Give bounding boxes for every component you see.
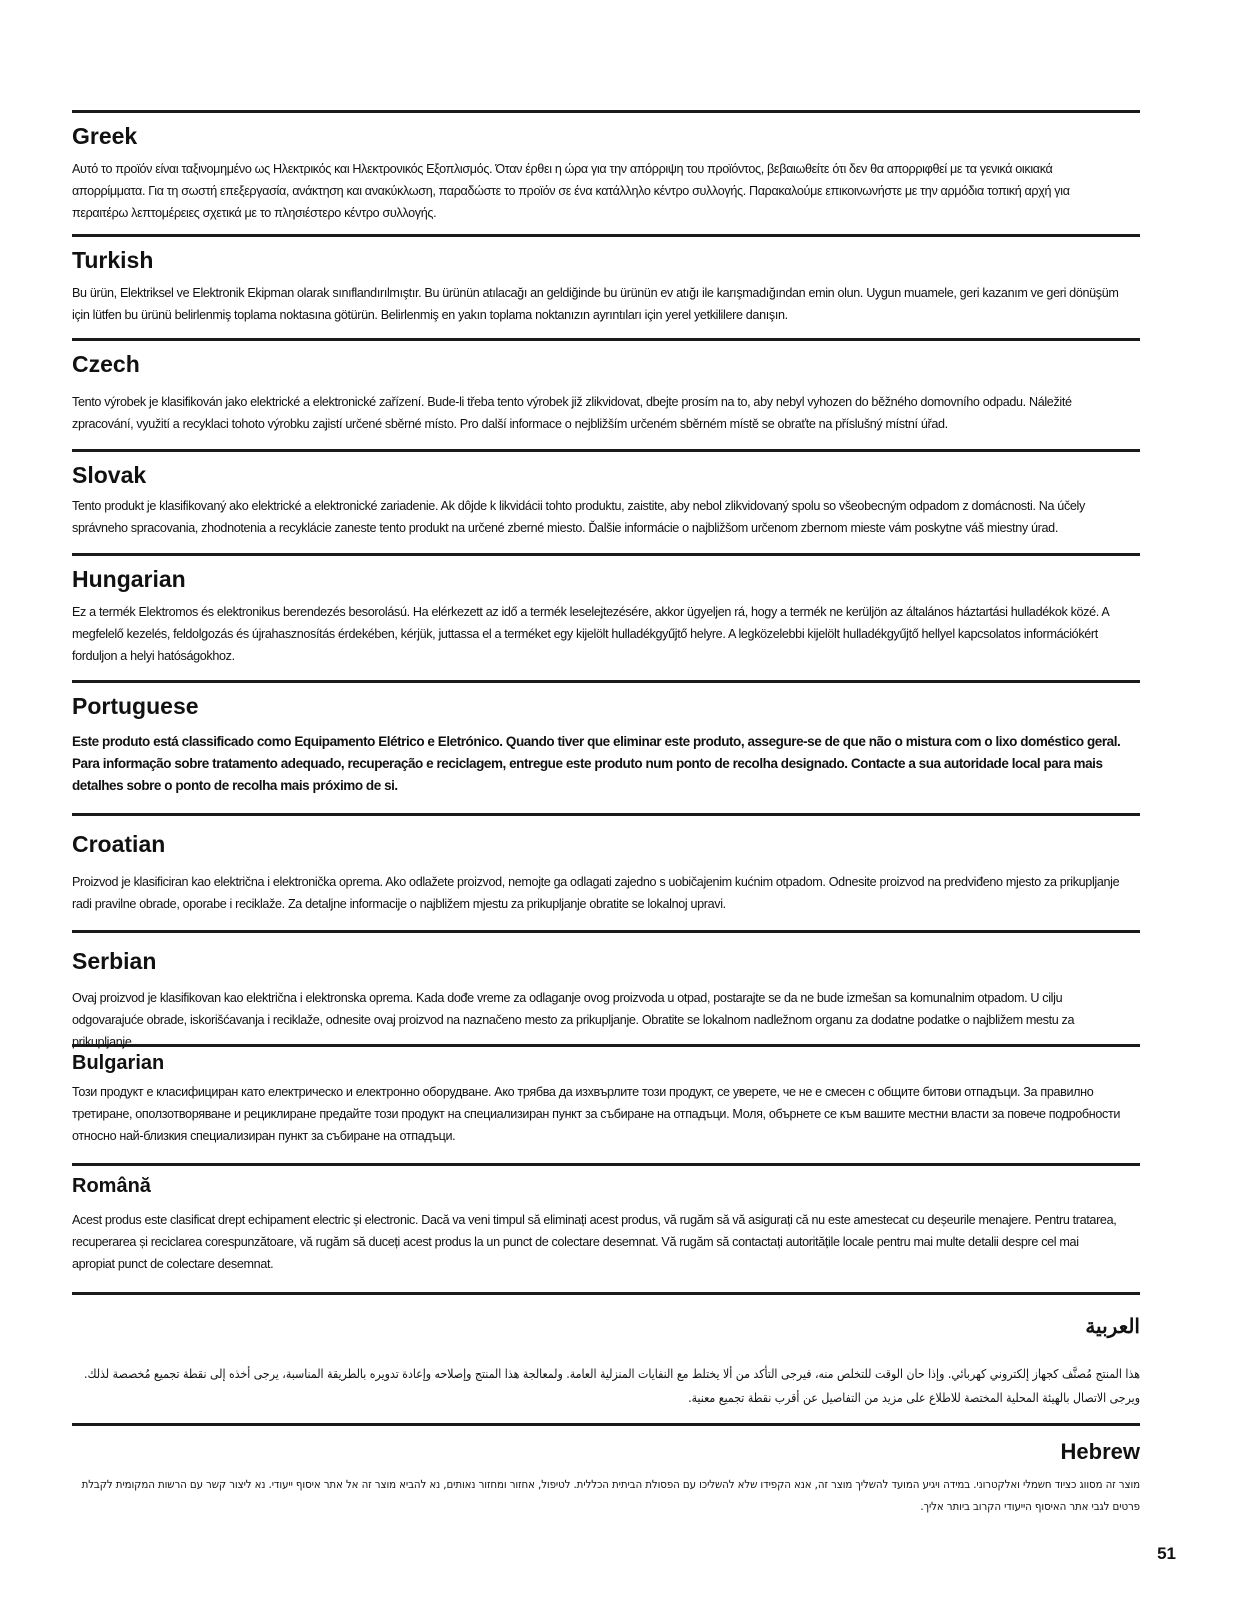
section-czech xyxy=(72,338,1140,449)
section-serbian xyxy=(72,930,1140,1049)
section-romana xyxy=(72,1163,1140,1292)
section-croatian xyxy=(72,813,1140,930)
section-text: Este produto está classificado como Equipamento Elétrico e Eletrónico. Quando tiver que eliminar este produto, assegure-se de que não o mistura com o lixo doméstico geral. Para informação sobre tratamento adequado, recuperação e reciclagem, entregue este produto num ponto de recolha designado. Contacte a sua autoridade local para mais detalhes sobre o ponto de recolha mais próximo de si. xyxy=(72,734,1121,793)
section-title: Greek xyxy=(72,123,138,149)
section-title: Serbian xyxy=(72,948,157,974)
section-title: Hebrew xyxy=(1060,1439,1140,1464)
section-portuguese xyxy=(72,680,1140,813)
section-title: Croatian xyxy=(72,831,166,857)
section-text: Proizvod je klasificiran kao električna i elektronička oprema. Ako odlažete proizvod, nemojte ga odlagati zajedno s uobičajenim kućnim otpadom. Odnesite proizvod na predviđeno mjesto za prikupljanje radi pravilne obrade, oporabe i reciklaže. Za detaljne informacije o najbližem mjestu za prikupljanje obratite se lokalnoj upravi. xyxy=(72,875,1120,911)
section-title: Hungarian xyxy=(72,566,186,592)
section-text: Този продукт е класифициран като електрическо и електронно оборудване. Ако трябва да изхвърлите този продукт, се уверете, че не е смесен с общите битови отпадъци. За правилно третиране, оползотворяване и рециклиране предайте този продукт на специализиран пункт за събиране на отпадъци. Моля, обърнете се към вашите местни власти за повече подробности относно най-близкия специализиран пункт за събиране на отпадъци. xyxy=(72,1085,1121,1143)
section-bulgarian xyxy=(72,1044,1140,1163)
section-text: מוצר זה מסווג כציוד חשמלי ואלקטרוני. במידה ויגיע המועד להשליך מוצר זה, אנא הקפידו שלא להשליכו עם הפסולת הביתית הכללית. לטיפול, אחזור ומחזור נאותים, נא להביא מוצר זה אל אתר איסוף ייעודי. נא ליצור קשר עם הרשות המקומית לקבלת פרטים לגבי אתר האיסוף הייעודי הקרוב ביותר אליך. xyxy=(81,1477,1140,1513)
section-text: Bu ürün, Elektriksel ve Elektronik Ekipman olarak sınıflandırılmıştır. Bu ürünün atılacağı an geldiğinde bu ürünün ev atığı ile karışmadığından emin olun. Uygun muamele, geri kazanım ve geri dönüşüm için lütfen bu ürünü belirlenmiş toplama noktasına götürün. Belirlenmiş en yakın toplama noktanızın ayrıntıları için yerel yetkililere danışın. xyxy=(72,286,1119,322)
section-title: Portuguese xyxy=(72,693,199,719)
section-turkish xyxy=(72,234,1140,338)
section-hebrew xyxy=(72,1423,1140,1521)
section-title: Turkish xyxy=(72,247,154,273)
section-text: هذا المنتج مُصنَّف كجهاز إلكتروني كهربائي. وإذا حان الوقت للتخلص منه، فيرجى التأكد من ألا يختلط مع النفايات المنزلية العامة. ولمعالجة هذا المنتج وإصلاحه وإعادة تدويره بالطريقة المناسبة، يرجى أخذه إلى نقطة تجميع مُخصصة لذلك. ويرجى الاتصال بالهيئة المحلية المختصة للاطلاع على مزيد من التفاصيل عن أقرب نقطة تجميع معنية. xyxy=(83,1367,1140,1405)
document-page xyxy=(72,110,1140,1521)
section-text: Tento produkt je klasifikovaný ako elektrické a elektronické zariadenie. Ak dôjde k likvidácii tohto produktu, zaistite, aby nebol zlikvidovaný spolu so všeobecným odpadom z domácnosti. Na účely správneho spracovania, zhodnotenia a recyklácie zaneste tento produkt na určené zberné miesto. Ďalšie informácie o najbližšom určenom zbernom mieste vám poskytne váš miestny úrad. xyxy=(72,499,1085,535)
section-text: Tento výrobek je klasifikován jako elektrické a elektronické zařízení. Bude-li třeba tento výrobek již zlikvidovat, dbejte prosím na to, aby nebyl vyhozen do běžného domovního odpadu. Náležité zpracování, využití a recyklaci tohoto výrobku zajistí určené sběrné místo. Pro další informace o nejbližším určeném sběrném místě se obraťte na příslušný místní úřad. xyxy=(72,395,1072,431)
section-slovak xyxy=(72,449,1140,553)
section-title: Czech xyxy=(72,351,140,377)
page-number: 51 xyxy=(1157,1544,1176,1563)
section-title: Slovak xyxy=(72,462,147,488)
section-text: Ez a termék Elektromos és elektronikus berendezés besorolású. Ha elérkezett az idő a termék leselejtezésére, akkor ügyeljen rá, hogy a termék ne kerüljön az általános háztartási hulladékok közé. A megfelelő kezelés, feldolgozás és újrahasznosítás érdekében, kérjük, juttassa el a terméket egy kijelölt hulladékgyűjtő helyre. A legközelebbi kijelölt hulladékgyűjtő hellyel kapcsolatos információkért forduljon a helyi hatóságokhoz. xyxy=(72,605,1109,663)
section-title: Română xyxy=(72,1175,151,1197)
section-arabic xyxy=(72,1292,1140,1423)
section-title: Bulgarian xyxy=(72,1052,165,1074)
section-greek xyxy=(72,110,1140,234)
section-text: Αυτό το προϊόν είναι ταξινομημένο ως Ηλεκτρικός και Ηλεκτρονικός Εξοπλισμός. Όταν έρθει η ώρα για την απόρριψη του προϊόντος, βεβαιωθείτε ότι δεν θα απορριφθεί με τα γενικά οικιακά απορρίμματα. Για τη σωστή επεξεργασία, ανάκτηση και ανακύκλωση, παραδώστε το προϊόν σε ένα κατάλληλο κέντρο συλλογής. Παρακαλούμε επικοινωνήστε με την αρμόδια τοπική αρχή για περαιτέρω λεπτομέρειες σχετικά με το πλησιέστερο κέντρο συλλογής. xyxy=(72,162,1070,220)
section-text: Ovaj proizvod je klasifikovan kao električna i elektronska oprema. Kada dođe vreme za odlaganje ovog proizvoda u otpad, postarajte se da ne bude izmešan sa komunalnim otpadom. U cilju odgovarajuće obrade, iskorišćavanja i reciklaže, odnesite ovaj proizvod na naznačeno mesto za prikupljanje. Obratite se lokalnom nadležnom organu za dodatne podatke o najbližem mestu za prikupljanje. xyxy=(72,991,1075,1049)
section-title: العربية xyxy=(1085,1316,1140,1338)
section-text: Acest produs este clasificat drept echipament electric și electronic. Dacă va veni timpul să eliminați acest produs, vă rugăm să vă asigurați că nu este amestecat cu deșeurile menajere. Pentru tratarea, recuperarea și reciclarea corespunzătoare, vă rugăm să duceți acest produs la un punct de colectare desemnat. Vă rugăm să contactați autoritățile locale pentru mai multe detalii despre cel mai apropiat punct de colectare desemnat. xyxy=(72,1213,1117,1271)
section-hungarian xyxy=(72,553,1140,680)
